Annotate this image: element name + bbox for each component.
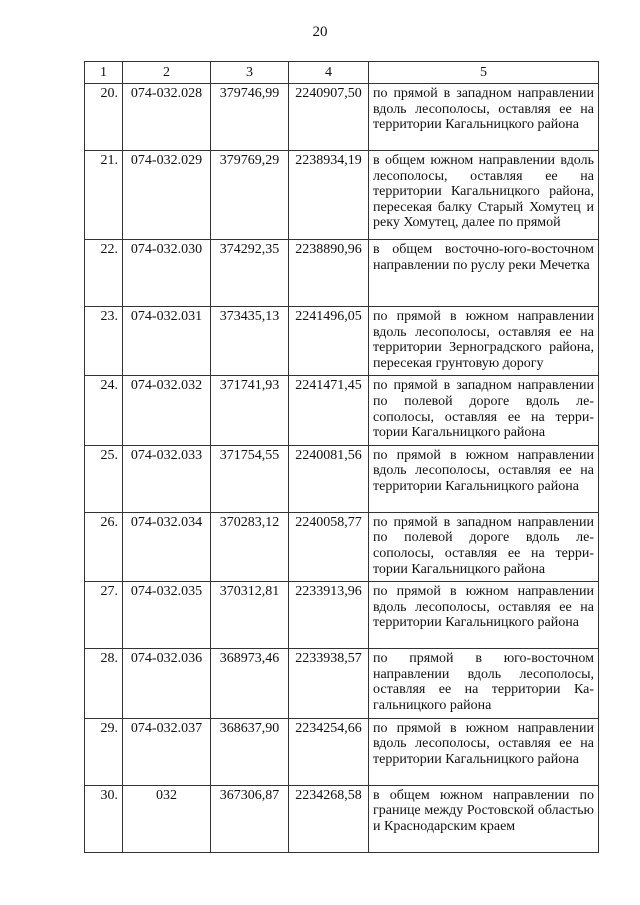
coord-x: 368973,46 (211, 649, 289, 718)
column-header: 3 (211, 62, 289, 84)
point-code: 074-032.029 (123, 151, 211, 240)
coord-x: 370283,12 (211, 512, 289, 581)
coord-x: 371741,93 (211, 376, 289, 445)
row-number: 29. (85, 718, 123, 785)
coord-x: 374292,35 (211, 240, 289, 307)
row-number: 24. (85, 376, 123, 445)
row-number: 20. (85, 84, 123, 151)
table-row (85, 649, 599, 718)
row-number: 23. (85, 307, 123, 376)
boundary-description: в общем южном направлении вдоль лесополосы, оставляя ее на территории Кагальницкого района, пересекая балку Старый Хомутец и реку Хомутец, далее по прямой (369, 151, 599, 240)
boundary-description: по прямой в южном направлении вдоль лесополосы, оставляя ее на территории Зерноградского района, пересекая грунтовую дорогу (369, 307, 599, 376)
coord-y: 2241471,45 (289, 376, 369, 445)
coord-x: 371754,55 (211, 445, 289, 512)
coord-x: 370312,81 (211, 582, 289, 649)
table-row (85, 445, 599, 512)
row-number: 25. (85, 445, 123, 512)
boundary-description: по прямой в южном направлении вдоль лесополосы, оставляя ее на территории Кагальницкого района (369, 582, 599, 649)
row-number: 21. (85, 151, 123, 240)
boundary-description: по прямой в южном направлении вдоль лесополосы, оставляя ее на территории Кагальницкого района (369, 718, 599, 785)
boundary-description: по прямой в южном направлении вдоль лесополосы, оставляя ее на территории Кагальницкого района (369, 445, 599, 512)
coord-x: 367306,87 (211, 785, 289, 852)
coord-x: 379746,99 (211, 84, 289, 151)
boundary-points-table (84, 61, 599, 853)
point-code: 074-032.034 (123, 512, 211, 581)
point-code: 074-032.033 (123, 445, 211, 512)
point-code: 074-032.035 (123, 582, 211, 649)
table-row (85, 718, 599, 785)
coord-y: 2238890,96 (289, 240, 369, 307)
coord-y: 2238934,19 (289, 151, 369, 240)
table-row (85, 582, 599, 649)
boundary-description: по прямой в западном направлении вдоль лесополосы, оставляя ее на территории Кагальницкого района (369, 84, 599, 151)
boundary-description: по прямой в западном направлении по полевой дороге вдоль лесополосы, оставляя ее на территории Кагальницкого района (369, 512, 599, 581)
column-header: 2 (123, 62, 211, 84)
page-number: 20 (312, 24, 328, 40)
table-row (85, 240, 599, 307)
boundary-description: по прямой в западном направлении по полевой дороге вдоль лесополосы, оставляя ее на территории Кагальницкого района (369, 376, 599, 445)
boundary-description: в общем восточно-юго-восточном направлении по руслу реки Мечетка (369, 240, 599, 307)
table-row (85, 376, 599, 445)
table-row (85, 84, 599, 151)
coord-y: 2240058,77 (289, 512, 369, 581)
coord-x: 368637,90 (211, 718, 289, 785)
coord-x: 379769,29 (211, 151, 289, 240)
point-code: 074-032.030 (123, 240, 211, 307)
table-row (85, 512, 599, 581)
coord-y: 2240081,56 (289, 445, 369, 512)
coord-y: 2233938,57 (289, 649, 369, 718)
coord-y: 2234254,66 (289, 718, 369, 785)
table-row (85, 151, 599, 240)
row-number: 28. (85, 649, 123, 718)
boundary-description: по прямой в юго-восточном направлении вдоль лесополосы, оставляя ее на территории Кагальницкого района (369, 649, 599, 718)
coord-x: 373435,13 (211, 307, 289, 376)
coord-y: 2240907,50 (289, 84, 369, 151)
point-code: 032 (123, 785, 211, 852)
row-number: 26. (85, 512, 123, 581)
coord-y: 2234268,58 (289, 785, 369, 852)
point-code: 074-032.032 (123, 376, 211, 445)
point-code: 074-032.031 (123, 307, 211, 376)
table-header-row (85, 62, 599, 84)
coord-y: 2241496,05 (289, 307, 369, 376)
point-code: 074-032.037 (123, 718, 211, 785)
point-code: 074-032.036 (123, 649, 211, 718)
column-header: 1 (85, 62, 123, 84)
boundary-description: в общем южном направлении по границе между Ростовской областью и Краснодарским краем (369, 785, 599, 852)
table-row (85, 785, 599, 852)
row-number: 30. (85, 785, 123, 852)
column-header: 4 (289, 62, 369, 84)
table-row (85, 307, 599, 376)
coord-y: 2233913,96 (289, 582, 369, 649)
row-number: 22. (85, 240, 123, 307)
row-number: 27. (85, 582, 123, 649)
column-header: 5 (369, 62, 599, 84)
point-code: 074-032.028 (123, 84, 211, 151)
